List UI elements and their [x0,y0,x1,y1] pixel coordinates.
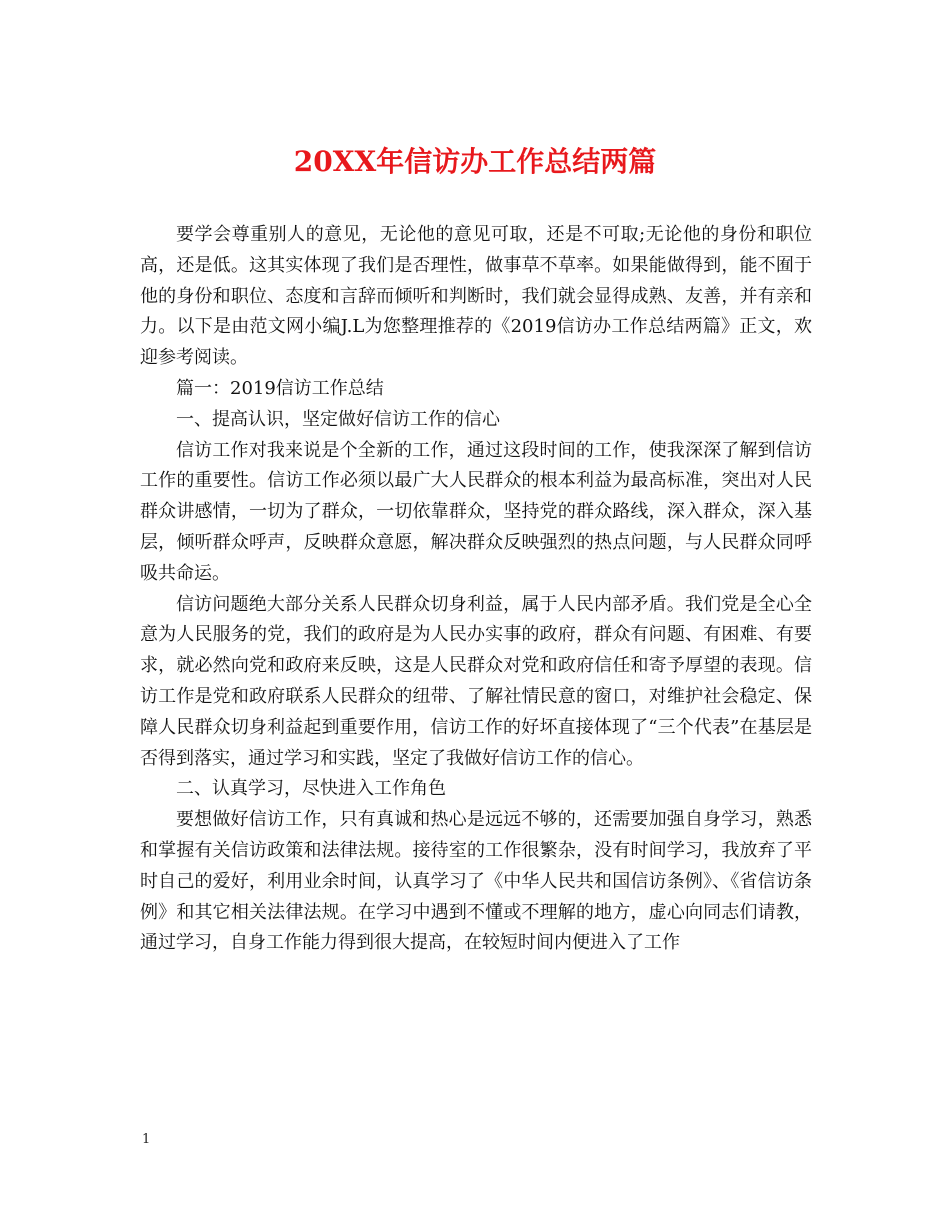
intro-paragraph: 要学会尊重别人的意见，无论他的意见可取，还是不可取;无论他的身份和职位高，还是低。这其实体现了我们是否理性，做事草不草率。如果能做得到，能不囿于他的身份和职位、态度和言辞而倾听和判断时，我们就会显得成熟、友善，并有亲和力。以下是由范文网小编J.L为您整理推荐的《2019信访办工作总结两篇》正文，欢迎参考阅读。 [140,224,812,369]
document-body [140,220,812,959]
page-number: 1 [142,1132,151,1147]
section-heading-two: 二、认真学习，尽快进入工作角色 [176,778,446,800]
section-title-part-one: 篇一：2019信访工作总结 [176,377,384,399]
document-title: 20XX年信访办工作总结两篇 [293,145,657,178]
body-paragraph: 信访问题绝大部分关系人民群众切身利益，属于人民内部矛盾。我们党是全心全意为人民服务的党，我们的政府是为人民办实事的政府，群众有问题、有困难、有要求，就必然向党和政府来反映，这是人民群众对党和政府信任和寄予厚望的表现。信访工作是党和政府联系人民群众的纽带、了解社情民意的窗口，对维护社会稳定、保障人民群众切身利益起到重要作用，信访工作的好坏直接体现了“三个代表”在基层是否得到落实，通过学习和实践，坚定了我做好信访工作的信心。 [140,593,812,769]
section-heading-one: 一、提高认识，坚定做好信访工作的信心 [176,408,500,430]
body-paragraph: 要想做好信访工作，只有真诚和热心是远远不够的，还需要加强自身学习，熟悉和掌握有关信访政策和法律法规。接待室的工作很繁杂，没有时间学习，我放弃了平时自己的爱好，利用业余时间，认真学习了《中华人民共和国信访条例》、《省信访条例》和其它相关法律法规。在学习中遇到不懂或不理解的地方，虚心向同志们请教，通过学习，自身工作能力得到很大提高，在较短时间内便进入了工作 [140,809,812,954]
body-paragraph: 信访工作对我来说是个全新的工作，通过这段时间的工作，使我深深了解到信访工作的重要性。信访工作必须以最广大人民群众的根本利益为最高标准，突出对人民群众讲感情，一切为了群众，一切依靠群众，坚持党的群众路线，深入群众，深入基层，倾听群众呼声，反映群众意愿，解决群众反映强烈的热点问题，与人民群众同呼吸共命运。 [140,439,812,584]
